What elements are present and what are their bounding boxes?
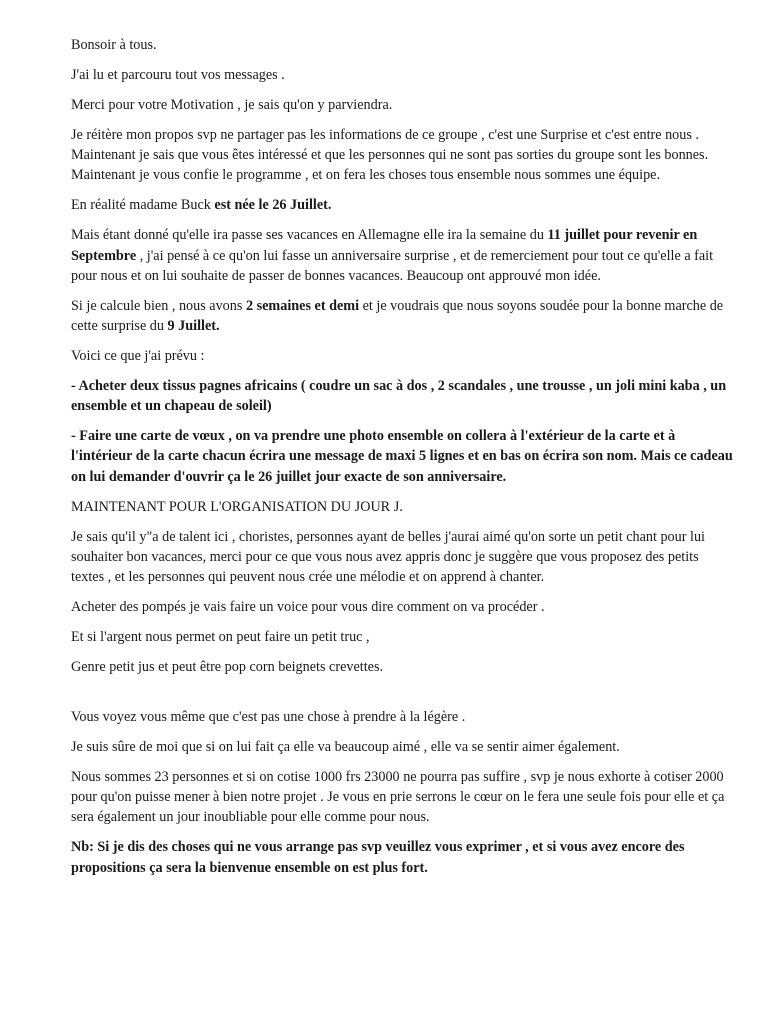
- vacation-dates: 11 juillet pour revenir en Septembre: [71, 227, 698, 264]
- serious-paragraph: Vous voyez vous même que c'est pas une chose à prendre à la légère .: [71, 709, 466, 726]
- money-paragraph: Et si l'argent nous permet on peut faire un petit truc ,: [71, 629, 370, 646]
- vacation-paragraph: [71, 225, 735, 286]
- calculation-text-1: Si je calcule bien , nous avons: [71, 297, 246, 314]
- plan-item-card: - Faire une carte de vœux , on va prendre une photo ensemble on collera à l'extérieur de la carte et à l'intérieur de la carte chacun écrira une message de maxi 5 lignes et en bas on écrira son nom. Mais ce cadeau on lui demander d'ouvrir ça le 26 juillet jour exacte de son anniversaire.: [71, 428, 733, 485]
- secret-paragraph: Je réitère mon propos svp ne partager pas les informations de ce groupe , c'est une Surprise et c'est entre nous . Maintenant je sais que vous êtes intéressé et que les personnes qui ne sont pas sorties du groupe sont les bonnes. Maintenant je vous confie le programme , et on fera les choses tous ensemble nous sommes une équipe.: [71, 127, 709, 184]
- vacation-text-1: Mais étant donné qu'elle ira passe ses vacances en Allemagne elle ira la semaine du: [71, 227, 548, 244]
- vacation-text-2: , j'ai pensé à ce qu'on lui fasse un anniversaire surprise , et de remerciement pour tout ce qu'elle a fait pour nous et on lui souhaite de passer de bonnes vacances. Beaucoup ont approuvé mon idée.: [71, 247, 714, 284]
- contribution-paragraph: Nous sommes 23 personnes et si on cotise 1000 frs 23000 ne pourra pas suffire , svp je nous exhorte à cotiser 2000 pour qu'on puisse mener à bien notre projet . Je vous en prie serrons le cœur on le fera une seule fois pour elle et ça sera également un jour inoubliable pour elle comme pour nous.: [71, 769, 725, 826]
- calculation-duration: 2 semaines et demi: [245, 297, 360, 314]
- greeting-paragraph: Bonsoir à tous.: [71, 37, 157, 53]
- birthday-text: En réalité madame Buck: [71, 197, 215, 214]
- plan-item-fabrics: - Acheter deux tissus pagnes africains ( coudre un sac à dos , 2 scandales , une trousse , un joli mini kaba , un ensemble et un chapeau de soleil): [71, 378, 727, 415]
- calculation-paragraph: [71, 296, 735, 336]
- plan-intro: Voici ce que j'ai prévu :: [71, 348, 205, 365]
- nb-paragraph: Nb: Si je dis des choses qui ne vous arrange pas svp veuillez vous exprimer , et si vous avez encore des propositions ça sera la bienvenue ensemble on est plus fort.: [71, 839, 685, 876]
- snacks-paragraph: Genre petit jus et peut être pop corn beignets crevettes.: [71, 659, 384, 676]
- sure-paragraph: Je suis sûre de moi que si on lui fait ça elle va beaucoup aimé , elle va se sentir aimer également.: [71, 739, 620, 756]
- document-body: [71, 35, 735, 888]
- talent-paragraph: Je sais qu'il y"a de talent ici , choristes, personnes ayant de belles j'aurai aimé qu'on sorte un petit chant pour lui souhaiter bon vacances, merci pour ce que vous nous avez appris donc je suggère que vous proposez des petits textes , et les personnes qui peuvent nous crée une mélodie et on apprend à chanter.: [71, 528, 705, 586]
- pompes-paragraph: Acheter des pompés je vais faire un voice pour vous dire comment on va procéder .: [71, 599, 545, 616]
- calculation-date: 9 Juillet.: [167, 318, 220, 335]
- read-messages-paragraph: J'ai lu et parcouru tout vos messages .: [71, 67, 285, 83]
- birthday-paragraph: [71, 195, 735, 215]
- organisation-heading: MAINTENANT POUR L'ORGANISATION DU JOUR J.: [71, 498, 403, 515]
- birthday-date: est née le 26 Juillet.: [214, 197, 332, 214]
- blank-line: [71, 687, 735, 707]
- calculation-text-2: et je voudrais que nous soyons soudée pour la bonne marche de cette surprise du: [71, 297, 724, 335]
- thanks-paragraph: Merci pour votre Motivation , je sais qu'on y parviendra.: [71, 97, 393, 113]
